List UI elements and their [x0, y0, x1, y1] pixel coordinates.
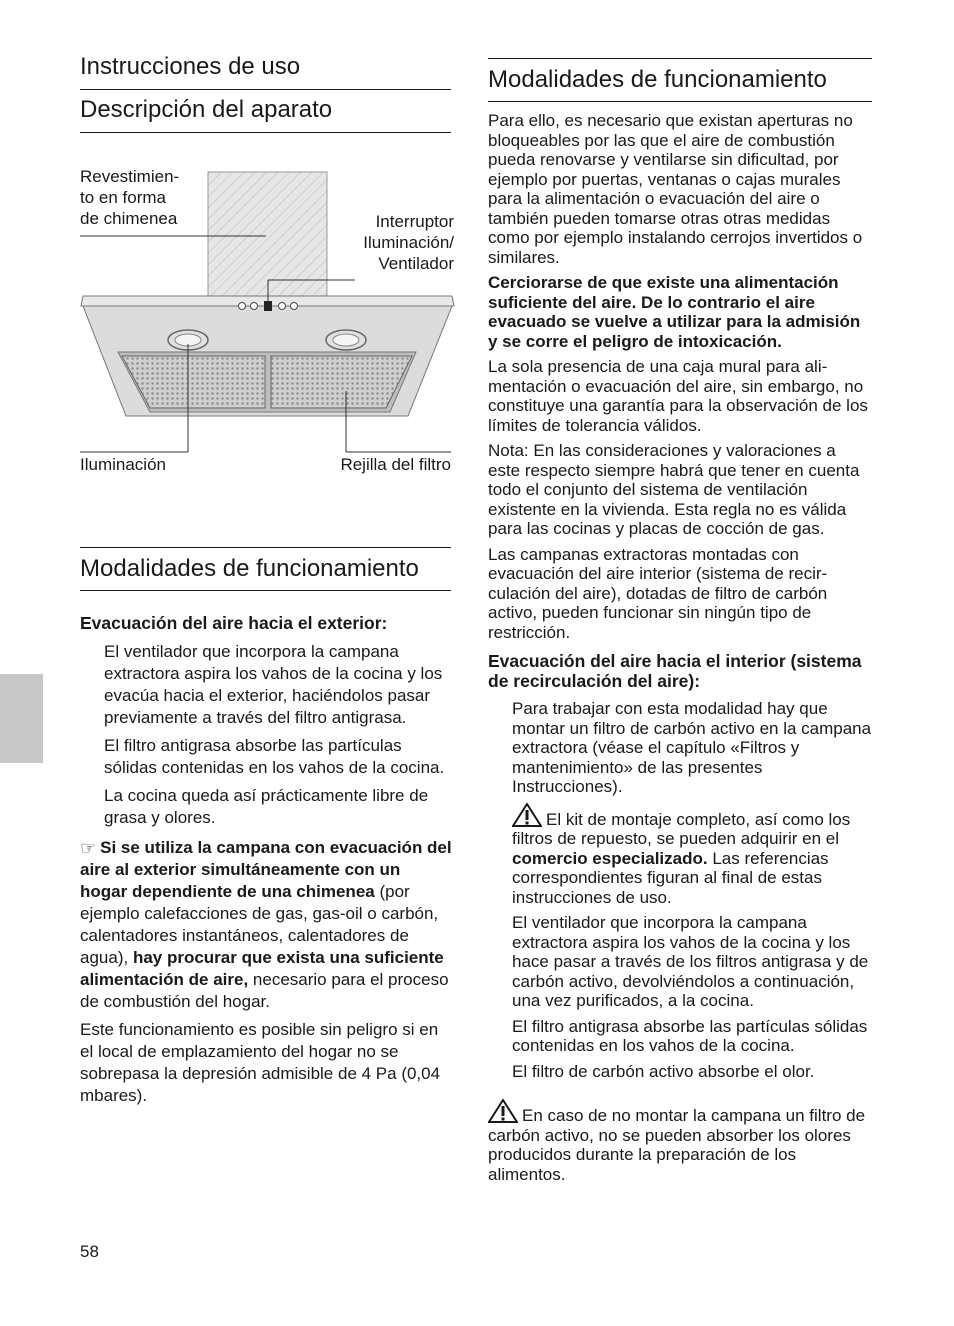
subheading-exterior: Evacuación del aire hacia el exterior:: [80, 613, 388, 633]
section-title-modes-right: Modalidades de funcionamiento: [488, 66, 827, 93]
section-title-description: Descripción del aparato: [80, 96, 333, 123]
warning-note: El kit de montaje completo, así como los filtros de repuesto, se pueden adquirir en el comercio especializado. Las referencias correspondientes figuran al final de estas instrucciones de uso.: [488, 803, 872, 908]
hood-illustration: [80, 166, 460, 456]
warning-triangle-icon: [512, 803, 542, 827]
subheading-interior: Evacuación del aire hacia el interior (sistema de recirculación del aire):: [488, 651, 862, 691]
note-paragraph: Nota: En las consideraciones y valoraciones a este respecto siempre habrá que tener en cuenta todo el conjunto del sistema de ventilación existente en la vivienda. Esta regla no es válida para las cocinas y placas de cocción de gas.: [488, 441, 860, 538]
rule: [80, 89, 451, 90]
label-filter: Rejilla del filtro: [340, 455, 451, 474]
warning-paragraph: Cerciorarse de que existe una alimentación suficiente del aire. De lo contrario el aire evacuado se vuelve a utilizar para la admisión y se corre el peligro de intoxicación.: [488, 273, 861, 351]
paragraph: Este funcionamiento es posible sin peligro si en el local de emplazamiento del hogar no se sobrepasa la depresión admisible de 4 Pa (0,04 mbares).: [80, 1020, 441, 1105]
paragraph: Para ello, es necesario que existan aperturas no bloqueables por las que el aire de combustión pueda renovarse y ventilarse sin dificultad, por ejemplo por puertas, ventanas o cajas murales para la alimentación o evacuación del aire o también pueden tomarse otras otras medidas como por ejemplo instalando cerrojos invertidos o similares.: [488, 111, 863, 267]
right-content: [488, 111, 872, 1190]
paragraph: La cocina queda así prácticamente libre de grasa y olores.: [104, 786, 429, 827]
paragraph: El ventilador que incorpora la campana extractora aspira los vahos de la cocina y los evacúa hacia el exterior, haciéndolos pasar previamente a través del filtro antigrasa.: [104, 642, 443, 727]
rule: [488, 101, 872, 102]
rule: [80, 547, 451, 548]
chapter-tab: [0, 674, 43, 763]
left-content: [80, 613, 452, 1113]
rule: [80, 590, 451, 591]
paragraph: El filtro antigrasa absorbe las partículas sólidas contenidas en los vahos de la cocina.: [512, 1016, 868, 1055]
rule: [488, 58, 872, 59]
safety-note: ☞ Si se utiliza la campana con evacuación del aire al exterior simultáneamente con un hogar dependiente de una chimenea (por ejemplo calefacciones de gas, gas-oil o carbón, calentadores instantáneos, calentadores de agua), hay procurar que exista una suficiente alimentación de aire, necesario para el proceso de combustión del hogar.: [80, 838, 452, 1011]
label-chimney: Revestimien- to en forma de chimenea: [80, 167, 180, 228]
paragraph: El filtro de carbón activo absorbe el olor.: [512, 1061, 815, 1081]
paragraph: El filtro antigrasa absorbe las partículas sólidas contenidas en los vahos de la cocina.: [104, 736, 445, 777]
page-number: 58: [80, 1242, 99, 1261]
document-title: Instrucciones de uso: [80, 53, 301, 80]
paragraph: El ventilador que incorpora la campana extractora aspira los vahos de la cocina y los hace pasar a través de los filtros antigrasa y de carbón activo, devolviéndolos a continuación, una vez purificados, a la cocina.: [512, 913, 869, 1010]
warning-triangle-icon: [488, 1099, 518, 1123]
rule: [80, 132, 451, 133]
section-title-modes-left: Modalidades de funcionamiento: [80, 555, 419, 582]
label-switch: Interruptor Iluminación/ Ventilador: [363, 212, 454, 273]
pointing-hand-icon: ☞: [80, 838, 97, 858]
paragraph: Las campanas extractoras montadas con evacuación del aire interior (sistema de recirculación del aire), dotadas de filtro de carbón activo, pueden funcionar sin ningún tipo de restricción.: [488, 544, 828, 642]
label-light: Iluminación: [80, 455, 166, 474]
paragraph: La sola presencia de una caja mural para alimentación o evacuación del aire, sin embargo, no constituye una garantía para la observación de los límites de tolerancia válidos.: [488, 357, 868, 435]
warning-note: En caso de no montar la campana un filtro de carbón activo, no se pueden absorber los olores producidos durante la preparación de los alimentos.: [488, 1099, 872, 1184]
paragraph: Para trabajar con esta modalidad hay que montar un filtro de carbón activo en la campana extractora (véase el capítulo «Filtros y mantenimiento» de las presentes Instrucciones).: [512, 699, 872, 796]
